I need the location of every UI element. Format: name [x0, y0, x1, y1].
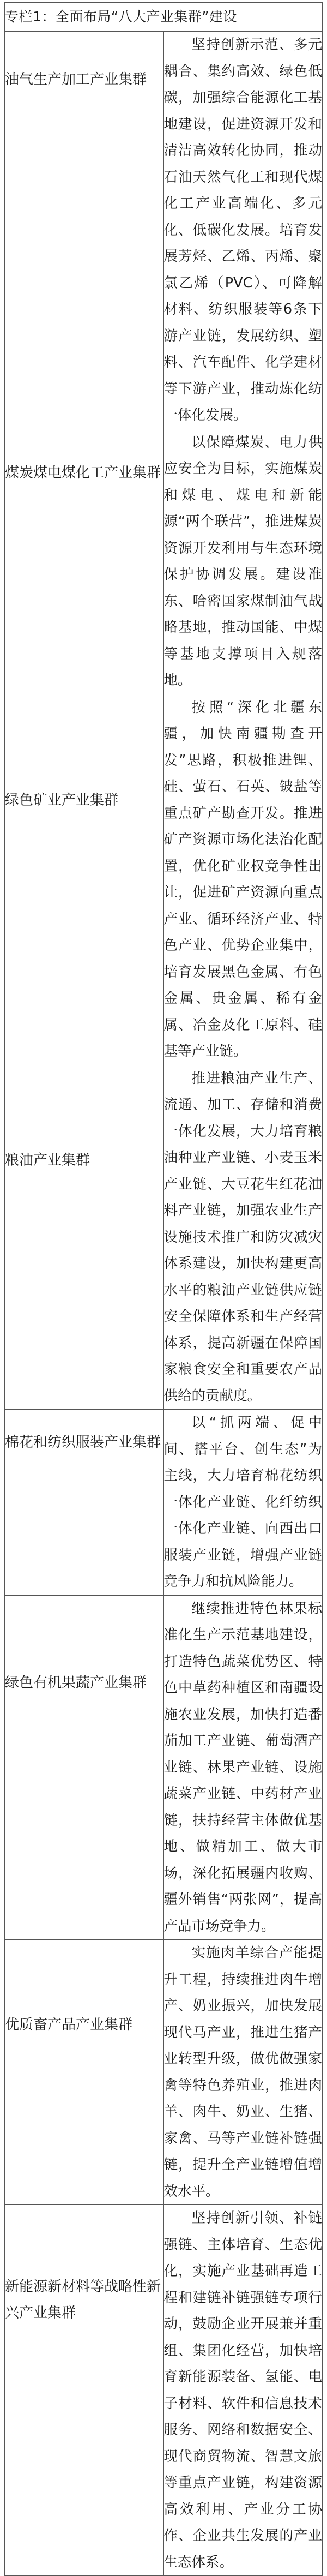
cluster-description: 以“抓两端、促中间、搭平台、创生态”为主线，大力培育棉花纺织一体化产业链、化纤纺织一体化产业链、向西出口服装产业链，增强产业链竞争力和抗风险能力。	[164, 1415, 322, 1590]
cluster-name-cell	[5, 1595, 164, 1940]
cluster-description-cell	[164, 694, 323, 1065]
cluster-name-cell	[5, 1410, 164, 1596]
cluster-name-cell	[5, 1940, 164, 2205]
cluster-description-cell	[164, 1940, 323, 2205]
cluster-name: 优质畜产品产业集群	[5, 2017, 133, 2033]
cluster-description-cell	[164, 1065, 323, 1410]
column-box	[4, 2, 323, 2576]
table-row	[5, 429, 323, 694]
table-row	[5, 1595, 323, 1940]
industry-cluster-table	[4, 2, 323, 2576]
cluster-name: 煤炭煤电煤化工产业集群	[5, 464, 161, 481]
cluster-description-cell	[164, 1410, 323, 1596]
table-row	[5, 32, 323, 429]
cluster-description: 按照“深化北疆东疆，加快南疆勘查开发”思路，积极推进锂、硅、萤石、石英、铍盐等重点矿产勘查开发。推进矿产资源市场化法治化配置，优化矿业权竞争性出让，促进矿产资源向重点产业、循环经济产业、特色产业、优势企业集中，培育发展黑色金属、有色金属、贵金属、稀有金属、冶金及化工原料、硅基等产业链。	[164, 699, 322, 1059]
cluster-name: 绿色有机果蔬产业集群	[5, 1674, 147, 1691]
table-row	[5, 1410, 323, 1596]
column-title: 专栏1：全面布局“八大产业集群”建设	[5, 3, 323, 32]
table-row	[5, 1940, 323, 2205]
cluster-name: 粮油产业集群	[5, 1152, 90, 1169]
cluster-name: 新能源新材料等战略性新兴产业集群	[5, 2279, 161, 2321]
cluster-description: 实施肉羊综合产能提升工程，持续推进肉牛增产、奶业振兴，加快发展现代马产业，推进生猪产业转型升级，做优做强家禽等特色养殖业，推进肉羊、肉牛、奶业、生猪、家禽、马等产业链补链强链，提升全产业链增值增效水平。	[164, 1945, 322, 2200]
cluster-name-cell	[5, 429, 164, 694]
table-row	[5, 2205, 323, 2576]
cluster-description-cell	[164, 2205, 323, 2576]
cluster-description: 坚持创新示范、多元耦合、集约高效、绿色低碳，加强综合能源化工基地建设，促进资源开发和清洁高效转化协同，推动石油天然气化工和现代煤化工产业高端化、多元化、低碳化发展。培育发展芳烃、乙烯、丙烯、聚氯乙烯（PVC）、可降解材料、纺织服装等6条下游产业链，发展纺织、塑料、汽车配件、化学建材等下游产业，推动炼化纺一体化发展。	[164, 37, 322, 423]
cluster-name: 绿色矿业产业集群	[5, 792, 119, 808]
cluster-description-cell	[164, 1595, 323, 1940]
cluster-name: 油气生产加工产业集群	[5, 71, 147, 88]
cluster-name: 棉花和纺织服装产业集群	[5, 1434, 161, 1451]
cluster-description-cell	[164, 32, 323, 429]
cluster-description: 坚持创新引领、补链强链、主体培育、生态优化，实施产业基础再造工程和建链补链强链专项行动，鼓励企业开展兼并重组、集团化经营，加快培育新能源装备、氢能、电子材料、软件和信息技术服务、网络和数据安全、现代商贸物流、智慧文旅等重点产业链，构建资源高效利用、产业分工协作、企业共生发展的产业生态体系。	[164, 2210, 322, 2571]
table-row	[5, 694, 323, 1065]
cluster-name-cell	[5, 694, 164, 1065]
cluster-description: 以保障煤炭、电力供应安全为目标，实施煤炭和煤电、煤电和新能源“两个联营”，推进煤炭资源开发利用与生态环境保护协调发展。建设准东、哈密国家煤制油气战略基地，推动国能、中煤等基地支撑项目入规落地。	[164, 434, 322, 688]
cluster-name-cell	[5, 1065, 164, 1410]
cluster-name-cell	[5, 32, 164, 429]
cluster-description: 推进粮油产业生产、流通、加工、存储和消费一体化发展，大力培育粮油种业产业链、小麦玉米产业链、大豆花生红花油料产业链，加强农业生产设施技术推广和防灾减灾体系建设，加快构建更高水平的粮油产业链供应链安全保障体系和生产经营体系，提高新疆在保障国家粮食安全和重要农产品供给的贡献度。	[164, 1070, 322, 1404]
cluster-name-cell	[5, 2205, 164, 2576]
cluster-description-cell	[164, 429, 323, 694]
table-row	[5, 1065, 323, 1410]
cluster-description: 继续推进特色林果标准化生产示范基地建设，打造特色蔬菜优势区、特色中草药种植区和南疆设施农业发展，加快打造番茄加工产业链、葡萄酒产业链、林果产业链、设施蔬菜产业链、中药材产业链，扶持经营主体做优基地、做精加工、做大市场，深化拓展疆内收购、疆外销售“两张网”，提高产品市场竞争力。	[164, 1600, 322, 1934]
title-row	[5, 3, 323, 32]
